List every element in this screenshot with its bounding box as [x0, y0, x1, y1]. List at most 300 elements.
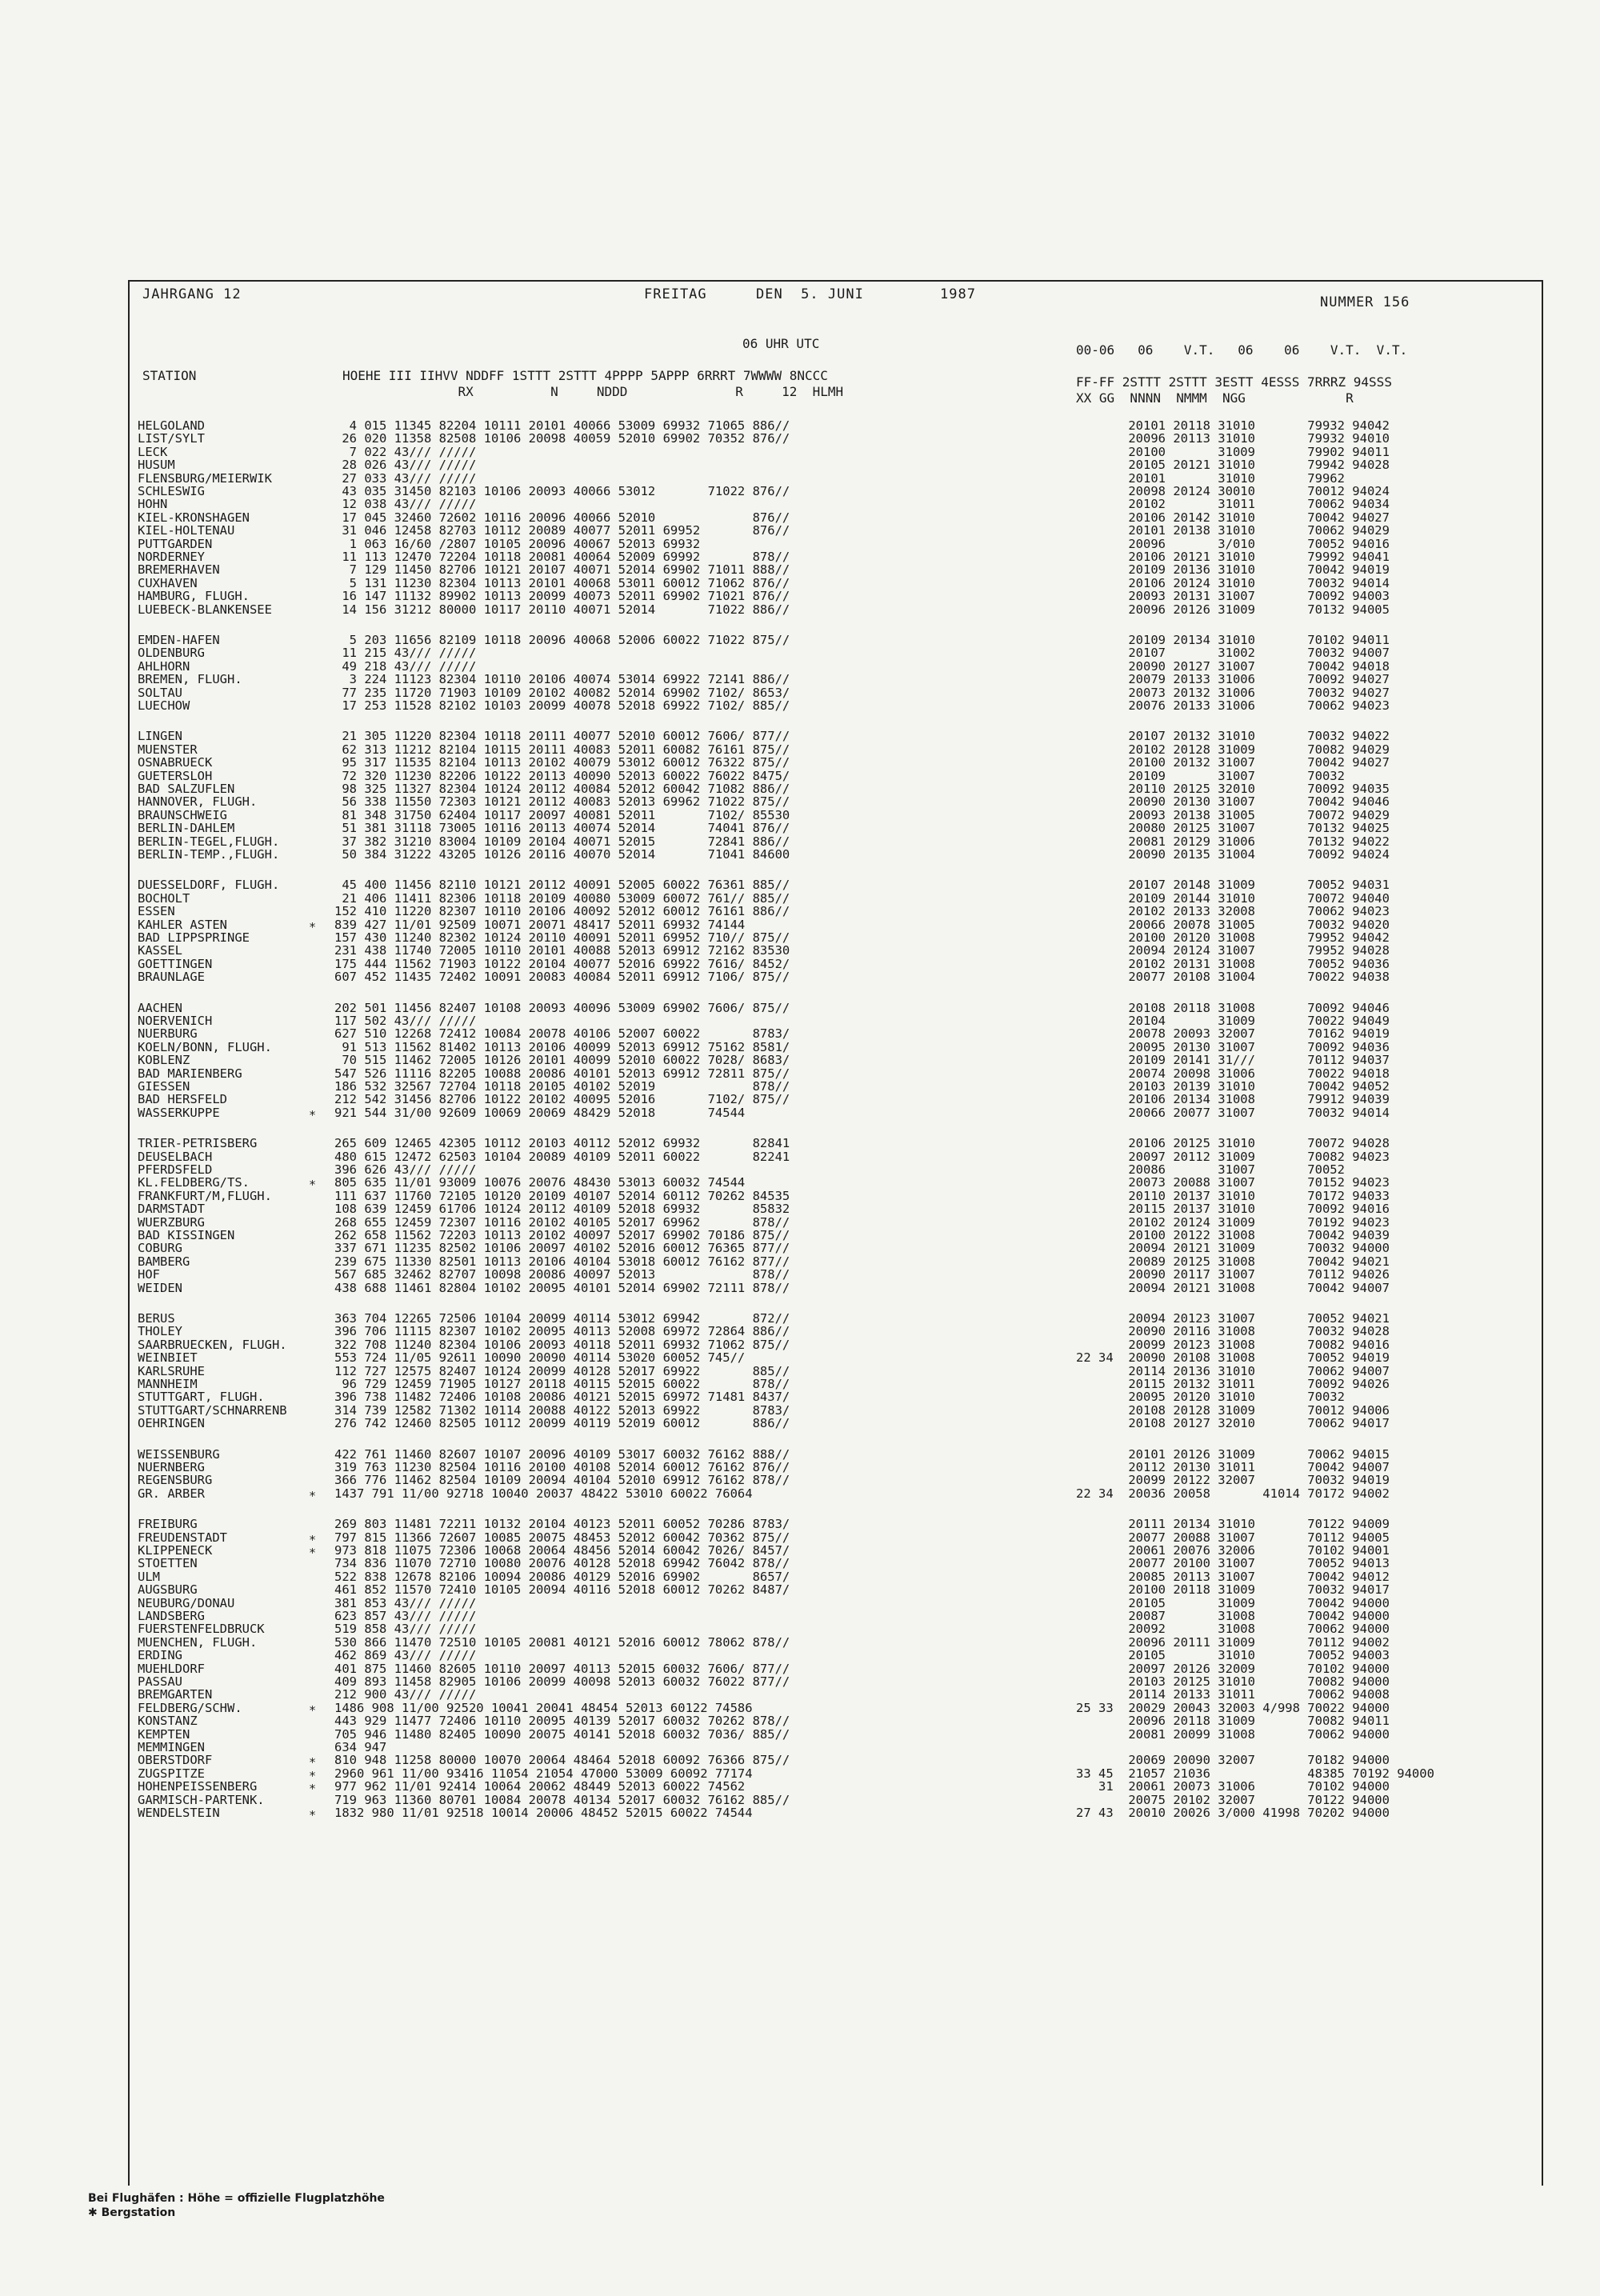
station-name: MUENCHEN, FLUGH. [138, 1634, 258, 1650]
station-name: NUERBURG [138, 1026, 198, 1042]
station-name: WENDELSTEIN [138, 1806, 220, 1820]
station-observation-data: 49 218 43/// ///// [334, 658, 477, 674]
station-observation-data: 627 510 12268 72412 10084 20078 40106 52007 60022 8783/ [334, 1026, 790, 1042]
station-extra-data: 20094 20121 31009 70032 94000 [1076, 1241, 1390, 1256]
station-observation-data: 519 858 43/// ///// [334, 1622, 477, 1637]
station-name: STUTTGART/SCHNARRENB [138, 1402, 287, 1418]
station-observation-data: 111 637 11760 72105 10120 20109 40107 52014 60112 70262 84535 [334, 1188, 790, 1203]
station-name: NEUBURG/DONAU [138, 1595, 235, 1610]
station-observation-data: 28 026 43/// ///// [334, 458, 477, 473]
station-observation-data: 50 384 31222 43205 10126 20116 40070 52014 71041 84600 [334, 847, 790, 862]
station-extra-data: 20100 20122 31008 70042 94039 [1076, 1228, 1390, 1242]
station-name: HUSUM [138, 458, 175, 473]
station-observation-data: 95 317 11535 82104 10113 20102 40079 53012 60012 76322 875// [334, 755, 790, 770]
station-name: EMDEN-HAFEN [138, 633, 220, 647]
station-extra-data: 20094 20123 31007 70052 94021 [1076, 1311, 1390, 1326]
station-extra-data: 20109 20144 31010 70072 94040 [1076, 890, 1390, 906]
station-extra-data: 20076 20133 31006 70062 94023 [1076, 698, 1390, 713]
station-extra-data: 20097 20126 32009 70102 94000 [1076, 1661, 1390, 1676]
station-name: BOCHOLT [138, 890, 190, 906]
station-extra-data: 20081 20099 31008 70062 94000 [1076, 1726, 1390, 1742]
station-observation-data: 152 410 11220 82307 10110 20106 40092 52012 60012 76161 886// [334, 904, 790, 919]
station-name: STOETTEN [138, 1556, 198, 1571]
station-name: BERLIN-TEGEL,FLUGH. [138, 834, 280, 849]
station-observation-data: 37 382 31210 83004 10109 20104 40071 52015 72841 886// [334, 834, 790, 849]
station-name: SCHLESWIG [138, 484, 205, 498]
extra-column-header-1: FF-FF 2STTT 2STTT 3ESTT 4ESSS 7RRRZ 94SSS [1076, 374, 1392, 390]
station-name: KOBLENZ [138, 1053, 190, 1068]
station-observation-data: 1486 908 11/00 92520 10041 20041 48454 52013 60122 74586 [334, 1700, 753, 1715]
station-name: KL.FELDBERG/TS. [138, 1175, 250, 1190]
station-observation-data: 70 515 11462 72005 10126 20101 40099 52010 60022 7028/ 8683/ [334, 1053, 790, 1068]
station-name: OEHRINGEN [138, 1416, 205, 1431]
station-name: HELGOLAND [138, 418, 205, 433]
jahrgang-label: JAHRGANG 12 [142, 286, 242, 302]
station-name: WUERZBURG [138, 1214, 205, 1230]
station-extra-data: 20089 20125 31008 70042 94021 [1076, 1254, 1390, 1269]
station-name: ESSEN [138, 904, 175, 919]
station-name: PASSAU [138, 1674, 182, 1689]
station-observation-data: 16 147 11132 89902 10113 20099 40073 52011 69902 71021 876// [334, 589, 790, 604]
station-extra-data: 20101 20138 31010 70062 94029 [1076, 523, 1390, 538]
station-observation-data: 17 253 11528 82102 10103 20099 40078 52018 69922 7102/ 885// [334, 698, 790, 713]
station-extra-data: 20107 31002 70032 94007 [1076, 646, 1390, 661]
station-name: AHLHORN [138, 658, 190, 674]
station-observation-data: 7 022 43/// ///// [334, 444, 477, 459]
station-extra-data: 20090 20130 31007 70042 94046 [1076, 794, 1390, 810]
station-name: AACHEN [138, 1000, 182, 1015]
station-extra-data: 20090 20135 31004 70092 94024 [1076, 847, 1390, 862]
station-observation-data: 623 857 43/// ///// [334, 1609, 477, 1623]
mountain-station-marker-icon: ∗ [309, 917, 317, 932]
station-name: BAD KISSINGEN [138, 1228, 235, 1242]
station-observation-data: 202 501 11456 82407 10108 20093 40096 53009 69902 7606/ 875// [334, 1000, 790, 1015]
station-observation-data: 21 406 11411 82306 10118 20109 40080 53009 60072 761// 885// [334, 890, 790, 906]
station-extra-data: 20106 20125 31010 70072 94028 [1076, 1136, 1390, 1151]
station-observation-data: 56 338 11550 72303 10121 20112 40083 52013 69962 71022 875// [334, 794, 790, 810]
station-observation-data: 314 739 12582 71302 10114 20088 40122 52013 69922 8783/ [334, 1402, 790, 1418]
footnote-airports: Bei Flughäfen : Höhe = offizielle Flugplatzhöhe [88, 2192, 385, 2205]
station-extra-data: 20114 20133 31011 70062 94008 [1076, 1687, 1390, 1702]
station-observation-data: 262 658 11562 72203 10113 20102 40097 52017 69902 70186 875// [334, 1228, 790, 1242]
station-extra-data: 20069 20090 32007 70182 94000 [1076, 1753, 1390, 1768]
station-name: LUECHOW [138, 698, 190, 713]
station-extra-data: 20096 20126 31009 70132 94005 [1076, 602, 1390, 617]
station-observation-data: 186 532 32567 72704 10118 20105 40102 52019 878// [334, 1079, 790, 1094]
station-observation-data: 396 706 11115 82307 10102 20095 40113 52008 69972 72864 886// [334, 1324, 790, 1339]
station-extra-data: 20090 20117 31007 70112 94026 [1076, 1267, 1390, 1282]
station-name: REGENSBURG [138, 1473, 213, 1488]
station-name: BERLIN-DAHLEM [138, 821, 235, 836]
station-extra-data: 20081 20129 31006 70132 94022 [1076, 834, 1390, 849]
station-name: KONSTANZ [138, 1714, 198, 1729]
station-extra-data: 20096 20113 31010 79932 94010 [1076, 431, 1390, 446]
station-name: WEIDEN [138, 1280, 182, 1295]
station-observation-data: 26 020 11358 82508 10106 20098 40059 52010 69902 70352 876// [334, 431, 790, 446]
station-observation-data: 705 946 11480 82405 10090 20075 40141 52018 60032 7036/ 885// [334, 1726, 790, 1742]
station-name: KOELN/BONN, FLUGH. [138, 1039, 272, 1054]
station-extra-data: 20094 20124 31007 79952 94028 [1076, 943, 1390, 958]
station-extra-data: 20112 20130 31011 70042 94007 [1076, 1460, 1390, 1474]
station-name: KARLSRUHE [138, 1363, 205, 1378]
station-observation-data: 4 015 11345 82204 10111 20101 40066 53009 69932 71065 886// [334, 418, 790, 433]
station-name: ZUGSPITZE [138, 1766, 205, 1781]
station-extra-data: 20105 31009 70042 94000 [1076, 1595, 1390, 1610]
station-extra-data: 20097 20112 31009 70082 94023 [1076, 1149, 1390, 1164]
station-observation-data: 81 348 31750 62404 10117 20097 40081 52011 7102/ 85530 [334, 807, 790, 822]
station-observation-data: 337 671 11235 82502 10106 20097 40102 52016 60012 76365 877// [334, 1241, 790, 1256]
station-extra-data: 20101 20126 31009 70062 94015 [1076, 1446, 1390, 1462]
station-observation-data: 212 542 31456 82706 10122 20102 40095 52016 7102/ 875// [334, 1092, 790, 1107]
station-name: BREMERHAVEN [138, 562, 220, 578]
station-observation-data: 973 818 11075 72306 10068 20064 48456 52014 60042 7026/ 8457/ [334, 1543, 790, 1558]
station-extra-data: 20079 20133 31006 70092 94027 [1076, 672, 1390, 687]
station-observation-data: 175 444 11562 71903 10122 20104 40077 52016 69922 7616/ 8452/ [334, 956, 790, 971]
station-extra-data: 20110 20125 32010 70092 94035 [1076, 782, 1390, 796]
station-extra-data: 20106 20124 31010 70032 94014 [1076, 575, 1390, 590]
station-extra-data: 20095 20120 31010 70032 [1076, 1390, 1345, 1405]
station-name: SAARBRUECKEN, FLUGH. [138, 1337, 287, 1352]
station-extra-data: 20096 20118 31009 70082 94011 [1076, 1714, 1390, 1729]
mountain-station-marker-icon: ∗ [309, 1530, 317, 1545]
station-extra-data: 20107 20132 31010 70032 94022 [1076, 729, 1390, 744]
station-extra-data: 20102 20133 32008 70062 94023 [1076, 904, 1390, 919]
station-name: MUEHLDORF [138, 1661, 205, 1676]
station-observation-data: 363 704 12265 72506 10104 20099 40114 53012 69942 872// [334, 1311, 790, 1326]
station-observation-data: 51 381 31118 73005 10116 20113 40074 52014 74041 876// [334, 821, 790, 836]
station-name: FRANKFURT/M,FLUGH. [138, 1188, 272, 1203]
station-name: WEISSENBURG [138, 1446, 220, 1462]
station-observation-data: 3 224 11123 82304 10110 20106 40074 53014 69922 72141 886// [334, 672, 790, 687]
station-observation-data: 11 113 12470 72204 10118 20081 40064 52009 69992 878// [334, 550, 790, 564]
station-observation-data: 21 305 11220 82304 10118 20111 40077 52010 60012 7606/ 877// [334, 729, 790, 744]
station-extra-data: 22 34 20090 20108 31008 70052 94019 [1076, 1350, 1390, 1366]
station-observation-data: 72 320 11230 82206 10122 20113 40090 52013 60022 76022 8475/ [334, 768, 790, 783]
station-extra-data: 20099 20123 31008 70082 94016 [1076, 1337, 1390, 1352]
station-extra-data: 20093 20131 31007 70092 94003 [1076, 589, 1390, 604]
date-label: DEN 5. JUNI [756, 286, 864, 302]
station-observation-data: 96 729 12459 71905 10127 20118 40115 52015 60022 878// [334, 1377, 790, 1391]
station-name: HOHN [138, 497, 168, 512]
station-name: BRAUNLAGE [138, 970, 205, 985]
station-name: AUGSBURG [138, 1582, 198, 1598]
station-name: OSNABRUECK [138, 755, 213, 770]
station-extra-data: 20073 20132 31006 70032 94027 [1076, 685, 1390, 700]
station-observation-data: 268 655 12459 72307 10116 20102 40105 52017 69962 878// [334, 1214, 790, 1230]
station-extra-data: 20106 20134 31008 79912 94039 [1076, 1092, 1390, 1107]
station-name: FLENSBURG/MEIERWIK [138, 470, 272, 486]
station-observation-data: 157 430 11240 82302 10124 20110 40091 52011 69952 710// 875// [334, 930, 790, 945]
station-observation-data: 422 761 11460 82607 10107 20096 40109 53017 60032 76162 888// [334, 1446, 790, 1462]
station-extra-data: 20077 20100 31007 70052 94013 [1076, 1556, 1390, 1571]
station-extra-data: 20100 31009 79902 94011 [1076, 444, 1390, 459]
station-name: BREMGARTEN [138, 1687, 213, 1702]
year-label: 1987 [940, 286, 976, 302]
station-name: WASSERKUPPE [138, 1105, 220, 1120]
station-observation-data: 17 045 32460 72602 10116 20096 40066 52010 876// [334, 510, 790, 525]
station-extra-data: 20110 20137 31010 70172 94033 [1076, 1188, 1390, 1203]
station-name: DUESSELDORF, FLUGH. [138, 878, 280, 893]
station-name: KAHLER ASTEN [138, 917, 227, 932]
station-observation-data: 212 900 43/// ///// [334, 1687, 477, 1702]
station-observation-data: 607 452 11435 72402 10091 20083 40084 52011 69912 7106/ 875// [334, 970, 790, 985]
station-name: CUXHAVEN [138, 575, 198, 590]
station-observation-data: 14 156 31212 80000 10117 20110 40071 52014 71022 886// [334, 602, 790, 617]
station-extra-data: 20102 20128 31009 70082 94029 [1076, 742, 1390, 757]
station-name: KLIPPENECK [138, 1543, 213, 1558]
station-extra-data: 20077 20088 31007 70112 94005 [1076, 1530, 1390, 1545]
extra-column-header-0: 00-06 06 V.T. 06 06 V.T. V.T. [1076, 342, 1408, 358]
station-extra-data: 33 45 21057 21036 48385 70192 94000 [1076, 1766, 1434, 1781]
station-name: DEUSELBACH [138, 1149, 213, 1164]
station-column-header: STATION [142, 368, 197, 383]
station-name: THOLEY [138, 1324, 182, 1339]
station-extra-data: 20109 20141 31/// 70112 94037 [1076, 1053, 1390, 1068]
station-extra-data: 20111 20134 31010 70122 94009 [1076, 1517, 1390, 1532]
station-observation-data: 108 639 12459 61706 10124 20112 40109 52018 69932 85832 [334, 1202, 790, 1217]
station-extra-data: 20086 31007 70052 [1076, 1162, 1345, 1177]
station-observation-data: 401 875 11460 82605 10110 20097 40113 52015 60032 7606/ 877// [334, 1661, 790, 1676]
station-name: BRAUNSCHWEIG [138, 807, 227, 822]
station-observation-data: 5 131 11230 82304 10113 20101 40068 53011 60012 71062 876// [334, 575, 790, 590]
station-name: NUERNBERG [138, 1460, 205, 1474]
station-name: PFERDSFELD [138, 1162, 213, 1177]
station-name: COBURG [138, 1241, 182, 1256]
station-observation-data: 719 963 11360 80701 10084 20078 40134 52017 60032 76162 885// [334, 1792, 790, 1807]
station-observation-data: 805 635 11/01 93009 10076 20076 48430 53013 60032 74544 [334, 1175, 746, 1190]
station-name: MUENSTER [138, 742, 198, 757]
station-extra-data: 20085 20113 31007 70042 94012 [1076, 1569, 1390, 1584]
issue-number: NUMMER 156 [1320, 294, 1410, 310]
station-extra-data: 20115 20132 31011 70092 94026 [1076, 1377, 1390, 1391]
station-observation-data: 322 708 11240 82304 10106 20093 40118 52011 69932 71062 875// [334, 1337, 790, 1352]
station-extra-data: 20109 20134 31010 70102 94011 [1076, 633, 1390, 647]
station-extra-data: 20105 31010 70052 94003 [1076, 1648, 1390, 1663]
mountain-station-marker-icon: ∗ [309, 1753, 317, 1768]
station-name: GOETTINGEN [138, 956, 213, 971]
station-extra-data: 20099 20122 32007 70032 94019 [1076, 1473, 1390, 1488]
station-extra-data: 20108 20118 31008 70092 94046 [1076, 1000, 1390, 1015]
station-name: BAD LIPPSPRINGE [138, 930, 250, 945]
station-extra-data: 20075 20102 32007 70122 94000 [1076, 1792, 1390, 1807]
station-observation-data: 239 675 11330 82501 10113 20106 40104 53018 60012 76162 877// [334, 1254, 790, 1269]
station-observation-data: 1832 980 11/01 92518 10014 20006 48452 52015 60022 74544 [334, 1806, 753, 1820]
time-label: 06 UHR UTC [742, 336, 820, 351]
station-name: LUEBECK-BLANKENSEE [138, 602, 272, 617]
station-observation-data: 11 215 43/// ///// [334, 646, 477, 661]
station-name: MANNHEIM [138, 1377, 198, 1391]
station-name: GIESSEN [138, 1079, 190, 1094]
station-extra-data: 20100 20120 31008 79952 94042 [1076, 930, 1390, 945]
station-name: BERUS [138, 1311, 175, 1326]
station-extra-data: 20103 20139 31010 70042 94052 [1076, 1079, 1390, 1094]
station-observation-data: 366 776 11462 82504 10109 20094 40104 52010 69912 76162 878// [334, 1473, 790, 1488]
station-name: HANNOVER, FLUGH. [138, 794, 258, 810]
station-observation-data: 1437 791 11/00 92718 10040 20037 48422 53010 60022 76064 [334, 1486, 753, 1501]
station-name: BAD SALZUFLEN [138, 782, 235, 796]
station-name: BAD HERSFELD [138, 1092, 227, 1107]
station-observation-data: 530 866 11470 72510 10105 20081 40121 52016 60012 78062 878// [334, 1634, 790, 1650]
station-name: BAMBERG [138, 1254, 190, 1269]
station-extra-data: 20101 20118 31010 79932 94042 [1076, 418, 1390, 433]
station-name: GUETERSLOH [138, 768, 213, 783]
station-observation-data: 117 502 43/// ///// [334, 1014, 477, 1028]
station-name: HOHENPEISSENBERG [138, 1779, 258, 1794]
station-observation-data: 634 947 [334, 1740, 387, 1754]
station-observation-data: 1 063 16/60 /2807 10105 20096 40067 52013 69932 [334, 536, 701, 551]
footnote-mountain-station: ✱ Bergstation [88, 2206, 176, 2219]
mountain-station-marker-icon: ∗ [309, 1175, 317, 1190]
station-extra-data: 20114 20136 31010 70062 94007 [1076, 1363, 1390, 1378]
station-observation-data: 2960 961 11/00 93416 11054 21054 47000 53009 60092 77174 [334, 1766, 753, 1781]
station-extra-data: 25 33 20029 20043 32003 4/998 70022 94000 [1076, 1700, 1390, 1715]
station-name: SOLTAU [138, 685, 182, 700]
station-extra-data: 20095 20130 31007 70092 94036 [1076, 1039, 1390, 1054]
station-extra-data: 20087 31008 70042 94000 [1076, 1609, 1390, 1623]
station-observation-data: 977 962 11/01 92414 10064 20062 48449 52013 60022 74562 [334, 1779, 746, 1794]
station-observation-data: 396 738 11482 72406 10108 20086 40121 52015 69972 71481 8437/ [334, 1390, 790, 1405]
station-observation-data: 319 763 11230 82504 10116 20100 40108 52014 60012 76162 876// [334, 1460, 790, 1474]
station-extra-data: 20100 20132 31007 70042 94027 [1076, 755, 1390, 770]
station-name: BERLIN-TEMP.,FLUGH. [138, 847, 280, 862]
station-observation-data: 7 129 11450 82706 10121 20107 40071 52014 69902 71011 888// [334, 562, 790, 578]
station-observation-data: 98 325 11327 82304 10124 20112 40084 52012 60042 71082 886// [334, 782, 790, 796]
station-name: OLDENBURG [138, 646, 205, 661]
station-extra-data: 20108 20128 31009 70012 94006 [1076, 1402, 1390, 1418]
station-extra-data: 20096 3/010 70052 94016 [1076, 536, 1390, 551]
station-name: FELDBERG/SCHW. [138, 1700, 242, 1715]
station-name: FREUDENSTADT [138, 1530, 227, 1545]
station-extra-data: 20080 20125 31007 70132 94025 [1076, 821, 1390, 836]
station-extra-data: 27 43 20010 20026 3/000 41998 70202 94000 [1076, 1806, 1390, 1820]
station-observation-data: 265 609 12465 42305 10112 20103 40112 52012 69932 82841 [334, 1136, 790, 1151]
mountain-station-marker-icon: ∗ [309, 1700, 317, 1715]
station-observation-data: 443 929 11477 72406 10110 20095 40139 52017 60032 70262 878// [334, 1714, 790, 1729]
station-observation-data: 522 838 12678 82106 10094 20086 40129 52016 69902 8657/ [334, 1569, 790, 1584]
station-observation-data: 231 438 11740 72005 10110 20101 40088 52013 69912 72162 83530 [334, 943, 790, 958]
station-extra-data: 20090 20116 31008 70032 94028 [1076, 1324, 1390, 1339]
station-name: STUTTGART, FLUGH. [138, 1390, 265, 1405]
station-observation-data: 547 526 11116 82205 10088 20086 40101 52013 69912 72811 875// [334, 1066, 790, 1081]
station-extra-data: 20102 31011 70062 94034 [1076, 497, 1390, 512]
mountain-station-marker-icon: ∗ [309, 1766, 317, 1781]
station-name: NORDERNEY [138, 550, 205, 564]
station-name: LECK [138, 444, 168, 459]
station-name: BAD MARIENBERG [138, 1066, 242, 1081]
station-observation-data: 5 203 11656 82109 10118 20096 40068 52006 60022 71022 875// [334, 633, 790, 647]
station-extra-data: 20093 20138 31005 70072 94029 [1076, 807, 1390, 822]
station-name: KIEL-KRONSHAGEN [138, 510, 250, 525]
station-name: MEMMINGEN [138, 1740, 205, 1754]
day-label: FREITAG [644, 286, 707, 302]
station-name: DARMSTADT [138, 1202, 205, 1217]
station-name: ERDING [138, 1648, 182, 1663]
station-name: OBERSTDORF [138, 1753, 213, 1768]
station-name: BREMEN, FLUGH. [138, 672, 242, 687]
mountain-station-marker-icon: ∗ [309, 1105, 317, 1120]
station-extra-data: 20107 20148 31009 70052 94031 [1076, 878, 1390, 893]
station-name: TRIER-PETRISBERG [138, 1136, 258, 1151]
station-extra-data: 20074 20098 31006 70022 94018 [1076, 1066, 1390, 1081]
station-extra-data: 20104 31009 70022 94049 [1076, 1014, 1390, 1028]
station-observation-data: 62 313 11212 82104 10115 20111 40083 52011 60082 76161 875// [334, 742, 790, 757]
station-name: ULM [138, 1569, 160, 1584]
station-extra-data: 20108 20127 32010 70062 94017 [1076, 1416, 1390, 1431]
station-observation-data: 12 038 43/// ///// [334, 497, 477, 512]
station-name: LINGEN [138, 729, 182, 744]
station-observation-data: 91 513 11562 81402 10113 20106 40099 52013 69912 75162 8581/ [334, 1039, 790, 1054]
station-observation-data: 462 869 43/// ///// [334, 1648, 477, 1663]
station-extra-data: 20106 20121 31010 79992 94041 [1076, 550, 1390, 564]
station-extra-data: 20092 31008 70062 94000 [1076, 1622, 1390, 1637]
station-observation-data: 31 046 12458 82703 10112 20089 40077 52011 69952 876// [334, 523, 790, 538]
data-column-header-2: RX N NDDD R 12 HLMH [342, 384, 844, 399]
station-name: GR. ARBER [138, 1486, 205, 1501]
station-extra-data: 20073 20088 31007 70152 94023 [1076, 1175, 1390, 1190]
station-observation-data: 921 544 31/00 92609 10069 20069 48429 52018 74544 [334, 1105, 746, 1120]
station-extra-data: 20115 20137 31010 70092 94016 [1076, 1202, 1390, 1217]
station-observation-data: 77 235 11720 71903 10109 20102 40082 52014 69902 7102/ 8653/ [334, 685, 790, 700]
station-extra-data: 20102 20131 31008 70052 94036 [1076, 956, 1390, 971]
station-extra-data: 20066 20078 31005 70032 94020 [1076, 917, 1390, 932]
station-observation-data: 567 685 32462 82707 10098 20086 40097 52013 878// [334, 1267, 790, 1282]
station-observation-data: 797 815 11366 72607 10085 20075 48453 52012 60042 70362 875// [334, 1530, 790, 1545]
station-name: LIST/SYLT [138, 431, 205, 446]
mountain-station-marker-icon: ∗ [309, 1779, 317, 1794]
station-observation-data: 276 742 12460 82505 10112 20099 40119 52019 60012 886// [334, 1416, 790, 1431]
station-extra-data: 20078 20093 32007 70162 94019 [1076, 1026, 1390, 1042]
station-extra-data: 20096 20111 31009 70112 94002 [1076, 1634, 1390, 1650]
station-extra-data: 20101 31010 79962 [1076, 470, 1345, 486]
station-name: FREIBURG [138, 1517, 198, 1532]
station-extra-data: 20094 20121 31008 70042 94007 [1076, 1280, 1390, 1295]
data-column-header-1: HOEHE III IIHVV NDDFF 1STTT 2STTT 4PPPP 5APPP 6RRRT 7WWWW 8NCCC [342, 368, 828, 383]
station-observation-data: 461 852 11570 72410 10105 20094 40116 52018 60012 70262 8487/ [334, 1582, 790, 1598]
station-extra-data: 20100 20118 31009 70032 94017 [1076, 1582, 1390, 1598]
station-extra-data: 20061 20076 32006 70102 94001 [1076, 1543, 1390, 1558]
station-observation-data: 409 893 11458 82905 10106 20099 40098 52013 60032 76022 877// [334, 1674, 790, 1689]
station-name: HOF [138, 1267, 160, 1282]
station-name: NOERVENICH [138, 1014, 213, 1028]
station-observation-data: 43 035 31450 82103 10106 20093 40066 53012 71022 876// [334, 484, 790, 498]
station-extra-data: 20090 20127 31007 70042 94018 [1076, 658, 1390, 674]
station-extra-data: 22 34 20036 20058 41014 70172 94002 [1076, 1486, 1390, 1501]
station-name: KEMPTEN [138, 1726, 190, 1742]
station-extra-data: 20077 20108 31004 70022 94038 [1076, 970, 1390, 985]
station-extra-data: 20109 31007 70032 [1076, 768, 1345, 783]
station-observation-data: 112 727 12575 82407 10124 20099 40128 52017 69922 885// [334, 1363, 790, 1378]
station-name: GARMISCH-PARTENK. [138, 1792, 265, 1807]
station-extra-data: 20106 20142 31010 70042 94027 [1076, 510, 1390, 525]
station-extra-data: 20103 20125 31010 70082 94000 [1076, 1674, 1390, 1689]
station-observation-data: 553 724 11/05 92611 10090 20090 40114 53020 60052 745// [334, 1350, 746, 1366]
mountain-station-marker-icon: ∗ [309, 1486, 317, 1501]
station-observation-data: 269 803 11481 72211 10132 20104 40123 52011 60052 70286 8783/ [334, 1517, 790, 1532]
station-name: HAMBURG, FLUGH. [138, 589, 250, 604]
station-observation-data: 45 400 11456 82110 10121 20112 40091 52005 60022 76361 885// [334, 878, 790, 893]
station-observation-data: 438 688 11461 82804 10102 20095 40101 52014 69902 72111 878// [334, 1280, 790, 1295]
station-observation-data: 381 853 43/// ///// [334, 1595, 477, 1610]
station-extra-data: 20066 20077 31007 70032 94014 [1076, 1105, 1390, 1120]
station-name: WEINBIET [138, 1350, 198, 1366]
extra-column-header-2: XX GG NNNN NMMM NGG R [1076, 390, 1354, 406]
station-extra-data: 20102 20124 31009 70192 94023 [1076, 1214, 1390, 1230]
station-name: PUTTGARDEN [138, 536, 213, 551]
station-name: KASSEL [138, 943, 182, 958]
station-extra-data: 31 20061 20073 31006 70102 94000 [1076, 1779, 1390, 1794]
mountain-station-marker-icon: ∗ [309, 1543, 317, 1558]
station-observation-data: 480 615 12472 62503 10104 20089 40109 52011 60022 82241 [334, 1149, 790, 1164]
